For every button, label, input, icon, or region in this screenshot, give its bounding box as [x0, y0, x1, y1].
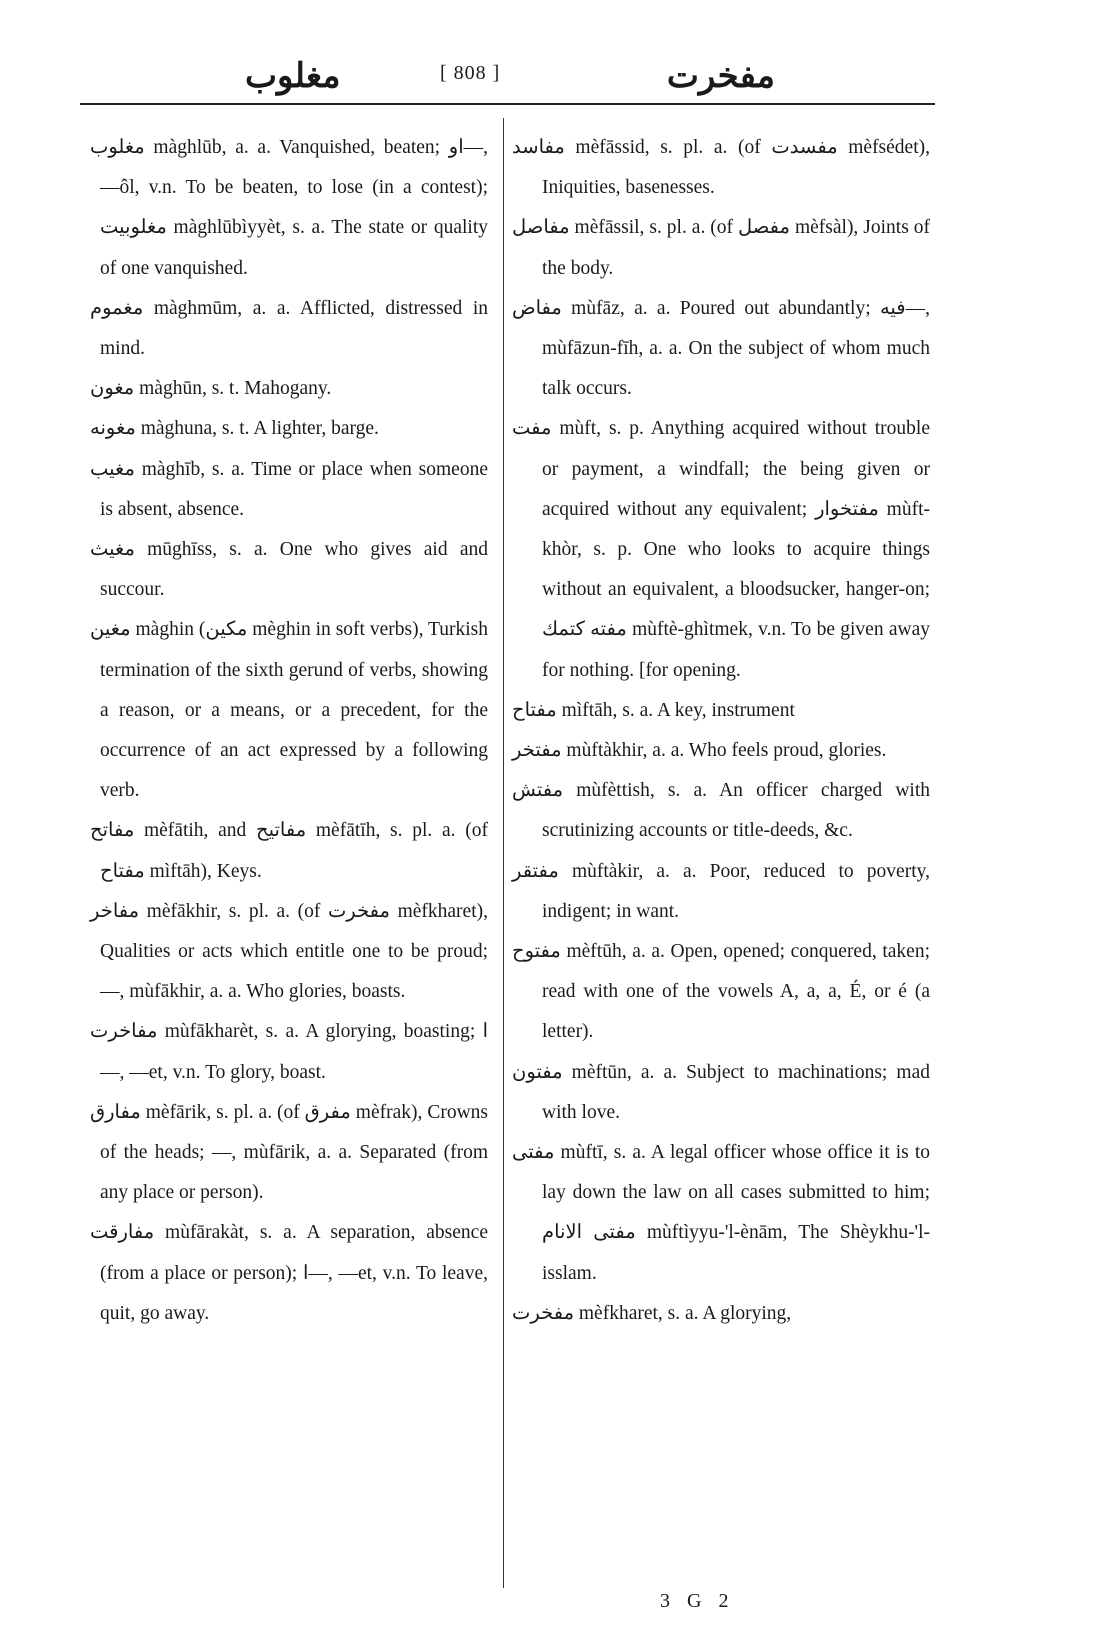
dictionary-entry: مفتون mèftūn, a. a. Subject to machinations; mad with love.: [512, 1061, 930, 1123]
dictionary-entry: مغموم màghmūm, a. a. Afflicted, distressed in mind.: [90, 297, 488, 360]
header-left-word: مغلوب: [245, 58, 341, 95]
dictionary-entry: مفاتح mèfātih, and مفاتيح mèfātīh, s. pl. a. (of مفتاح mìftāh), Keys.: [90, 820, 488, 882]
dictionary-entry: مفاصل mèfāssil, s. pl. a. (of مفصل mèfsàl), Joints of the body.: [512, 217, 930, 279]
header-right-word: مفخرت: [666, 58, 775, 95]
dictionary-entry: مفتخر mùftàkhir, a. a. Who feels proud, glories.: [512, 740, 887, 762]
dictionary-entry: مفاخرت mùfākharèt, s. a. A glorying, boasting; ا—, —et, v.n. To glory, boast.: [90, 1021, 488, 1083]
dictionary-entry: مفارق mèfārik, s. pl. a. (of مفرق mèfrak), Crowns of the heads; —, mùfārik, a. a. Separated (from any place or person).: [90, 1101, 488, 1204]
left-column: [90, 128, 488, 1334]
page-number: [ 808 ]: [440, 62, 501, 84]
dictionary-entry: مفخرت mèfkharet, s. a. A glorying,: [512, 1302, 792, 1324]
dictionary-entry: مغون màghūn, s. t. Mahogany.: [90, 378, 332, 400]
dictionary-entry: مفاسد mèfāssid, s. pl. a. (of مفسدت mèfsédet), Iniquities, basenesses.: [512, 137, 930, 199]
dictionary-entry: مغلوب màghlūb, a. a. Vanquished, beaten; او—, —ôl, v.n. To be beaten, to lose (in a contest); مغلوبيت màghlūbìyyèt, s. a. The state or quality of one vanquished.: [90, 137, 488, 279]
dictionary-entry: مغيث mūghīss, s. a. One who gives aid and succour.: [90, 539, 488, 601]
dictionary-entry: مفاخر mèfākhir, s. pl. a. (of مفخرت mèfkharet), Qualities or acts which entitle one to be proud; —, mùfākhir, a. a. Who glories, boasts.: [90, 900, 488, 1003]
dictionary-entry: مفتوح mèftūh, a. a. Open, opened; conquered, taken; read with one of the vowels A, a, a, É, or é (a letter).: [512, 941, 930, 1043]
signature-mark: 3 G 2: [660, 1590, 735, 1612]
dictionary-entry: مفتش mùfèttish, s. a. An officer charged with scrutinizing accounts or title-deeds, &c.: [512, 780, 930, 842]
dictionary-entry: مغيب màghīb, s. a. Time or place when someone is absent, absence.: [90, 458, 488, 520]
header-rule: [80, 103, 935, 105]
dictionary-entry: مفتقر mùftàkir, a. a. Poor, reduced to poverty, indigent; in want.: [512, 860, 930, 922]
dictionary-entry: مفاض mùfāz, a. a. Poured out abundantly; فيه—, mùfāzun-fīh, a. a. On the subject of whom much talk occurs.: [512, 297, 930, 400]
dictionary-entry: مفارقت mùfārakàt, s. a. A separation, absence (from a place or person); ا—, —et, v.n. To leave, quit, go away.: [90, 1222, 488, 1324]
dictionary-entry: مفتى mùftī, s. a. A legal officer whose office it is to lay down the law on all cases submitted to him; مفتى الانام mùftìyyu-'l-ènām, The Shèykhu-'l-isslam.: [512, 1142, 930, 1284]
dictionary-entry: مغين màghin (مكين mèghin in soft verbs), Turkish termination of the sixth gerund of verbs, showing a reason, or a means, or a precedent, for the occurrence of an act expressed by a following verb.: [90, 619, 489, 802]
dictionary-entry: مفتاح mìftāh, s. a. A key, instrument: [512, 699, 795, 721]
dictionary-entry: مغونه màghuna, s. t. A lighter, barge.: [90, 418, 379, 440]
right-column: [512, 128, 930, 1334]
dictionary-entry: مفت mùft, s. p. Anything acquired without trouble or payment, a windfall; the being given or acquired without any equivalent; مفتخوار mùft-khòr, s. p. One who looks to acquire things without an equivalent, a bloodsucker, hanger-on; مفته كتمك mùftè-ghìtmek, v.n. To be given away for nothing. [for opening.: [512, 418, 930, 681]
page-header: [80, 56, 935, 104]
column-divider: [503, 118, 504, 1588]
